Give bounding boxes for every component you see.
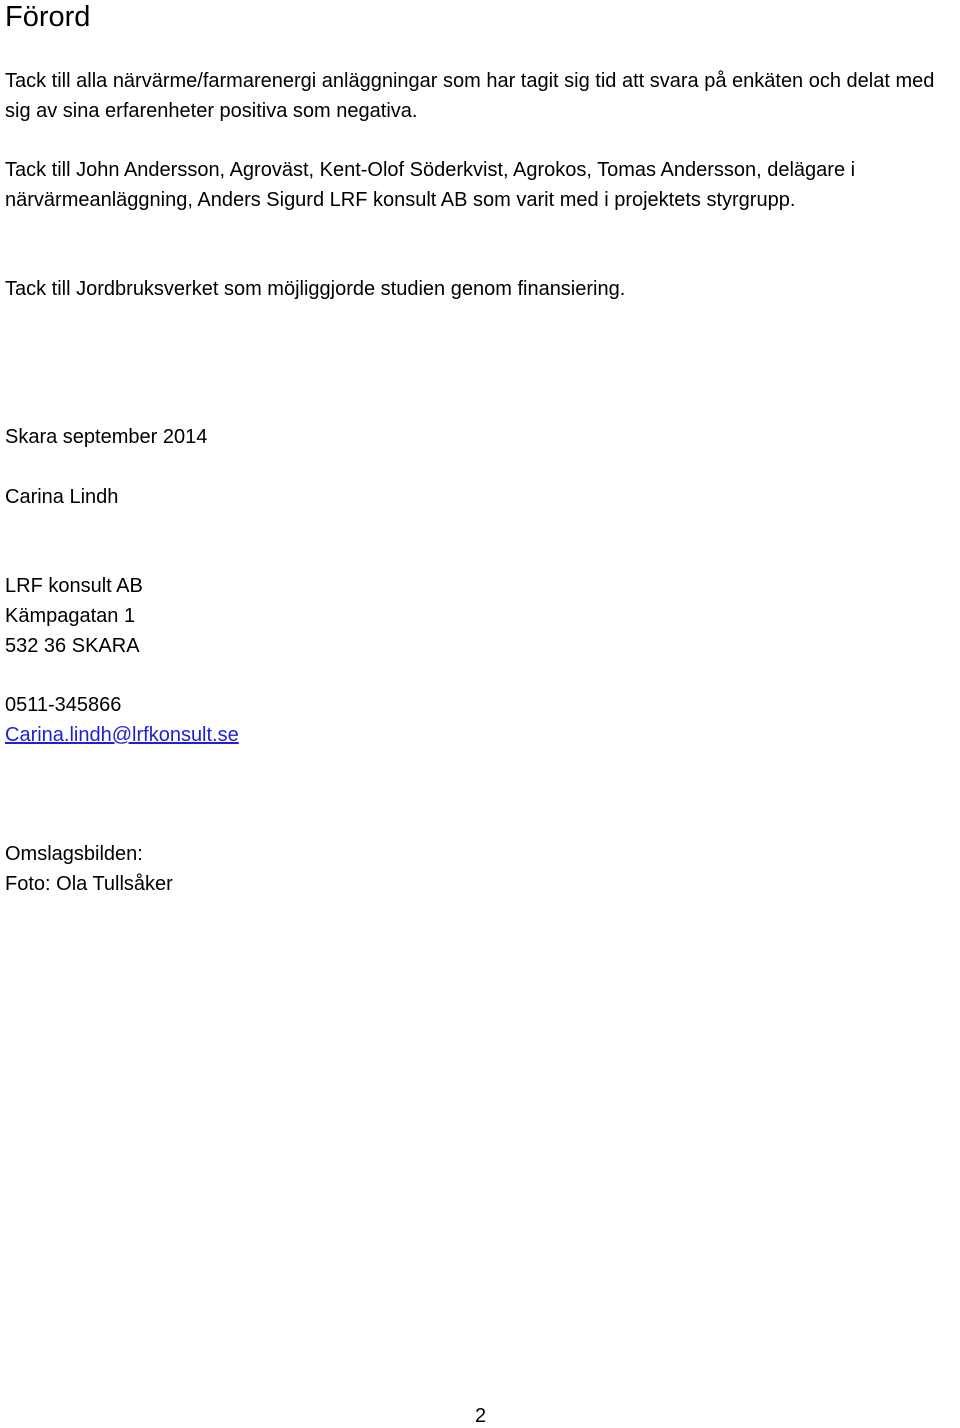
cover-photo-label: Omslagsbilden: — [5, 843, 143, 865]
address-organization: LRF konsult AB — [5, 575, 143, 597]
author-name: Carina Lindh — [5, 486, 119, 508]
page-number: 2 — [475, 1405, 487, 1427]
email-link[interactable]: Carina.lindh@lrfkonsult.se — [5, 724, 239, 746]
acknowledgement-paragraph-steering-group: Tack till John Andersson, Agroväst, Kent-Olof Söderkvist, Agrokos, Tomas Andersson, delägare i närvärmeanläggning, Anders Sigurd LRF konsult AB som varit med i projektets styrgrupp. — [5, 159, 856, 211]
place-date: Skara september 2014 — [5, 426, 208, 448]
contact-phone: 0511-345866 — [5, 694, 122, 716]
contact-email-line — [5, 720, 239, 750]
acknowledgement-paragraph-respondents: Tack till alla närvärme/farmarenergi anläggningar som har tagit sig tid att svara på enkäten och delat med sig av sina erfarenheter positiva som negativa. — [5, 70, 935, 122]
address-city: 532 36 SKARA — [5, 635, 140, 657]
cover-photo-credit: Foto: Ola Tullsåker — [5, 873, 173, 895]
page-heading: Förord — [5, 1, 91, 33]
acknowledgement-paragraph-funding: Tack till Jordbruksverket som möjliggjorde studien genom finansiering. — [5, 278, 626, 300]
address-street: Kämpagatan 1 — [5, 605, 136, 627]
